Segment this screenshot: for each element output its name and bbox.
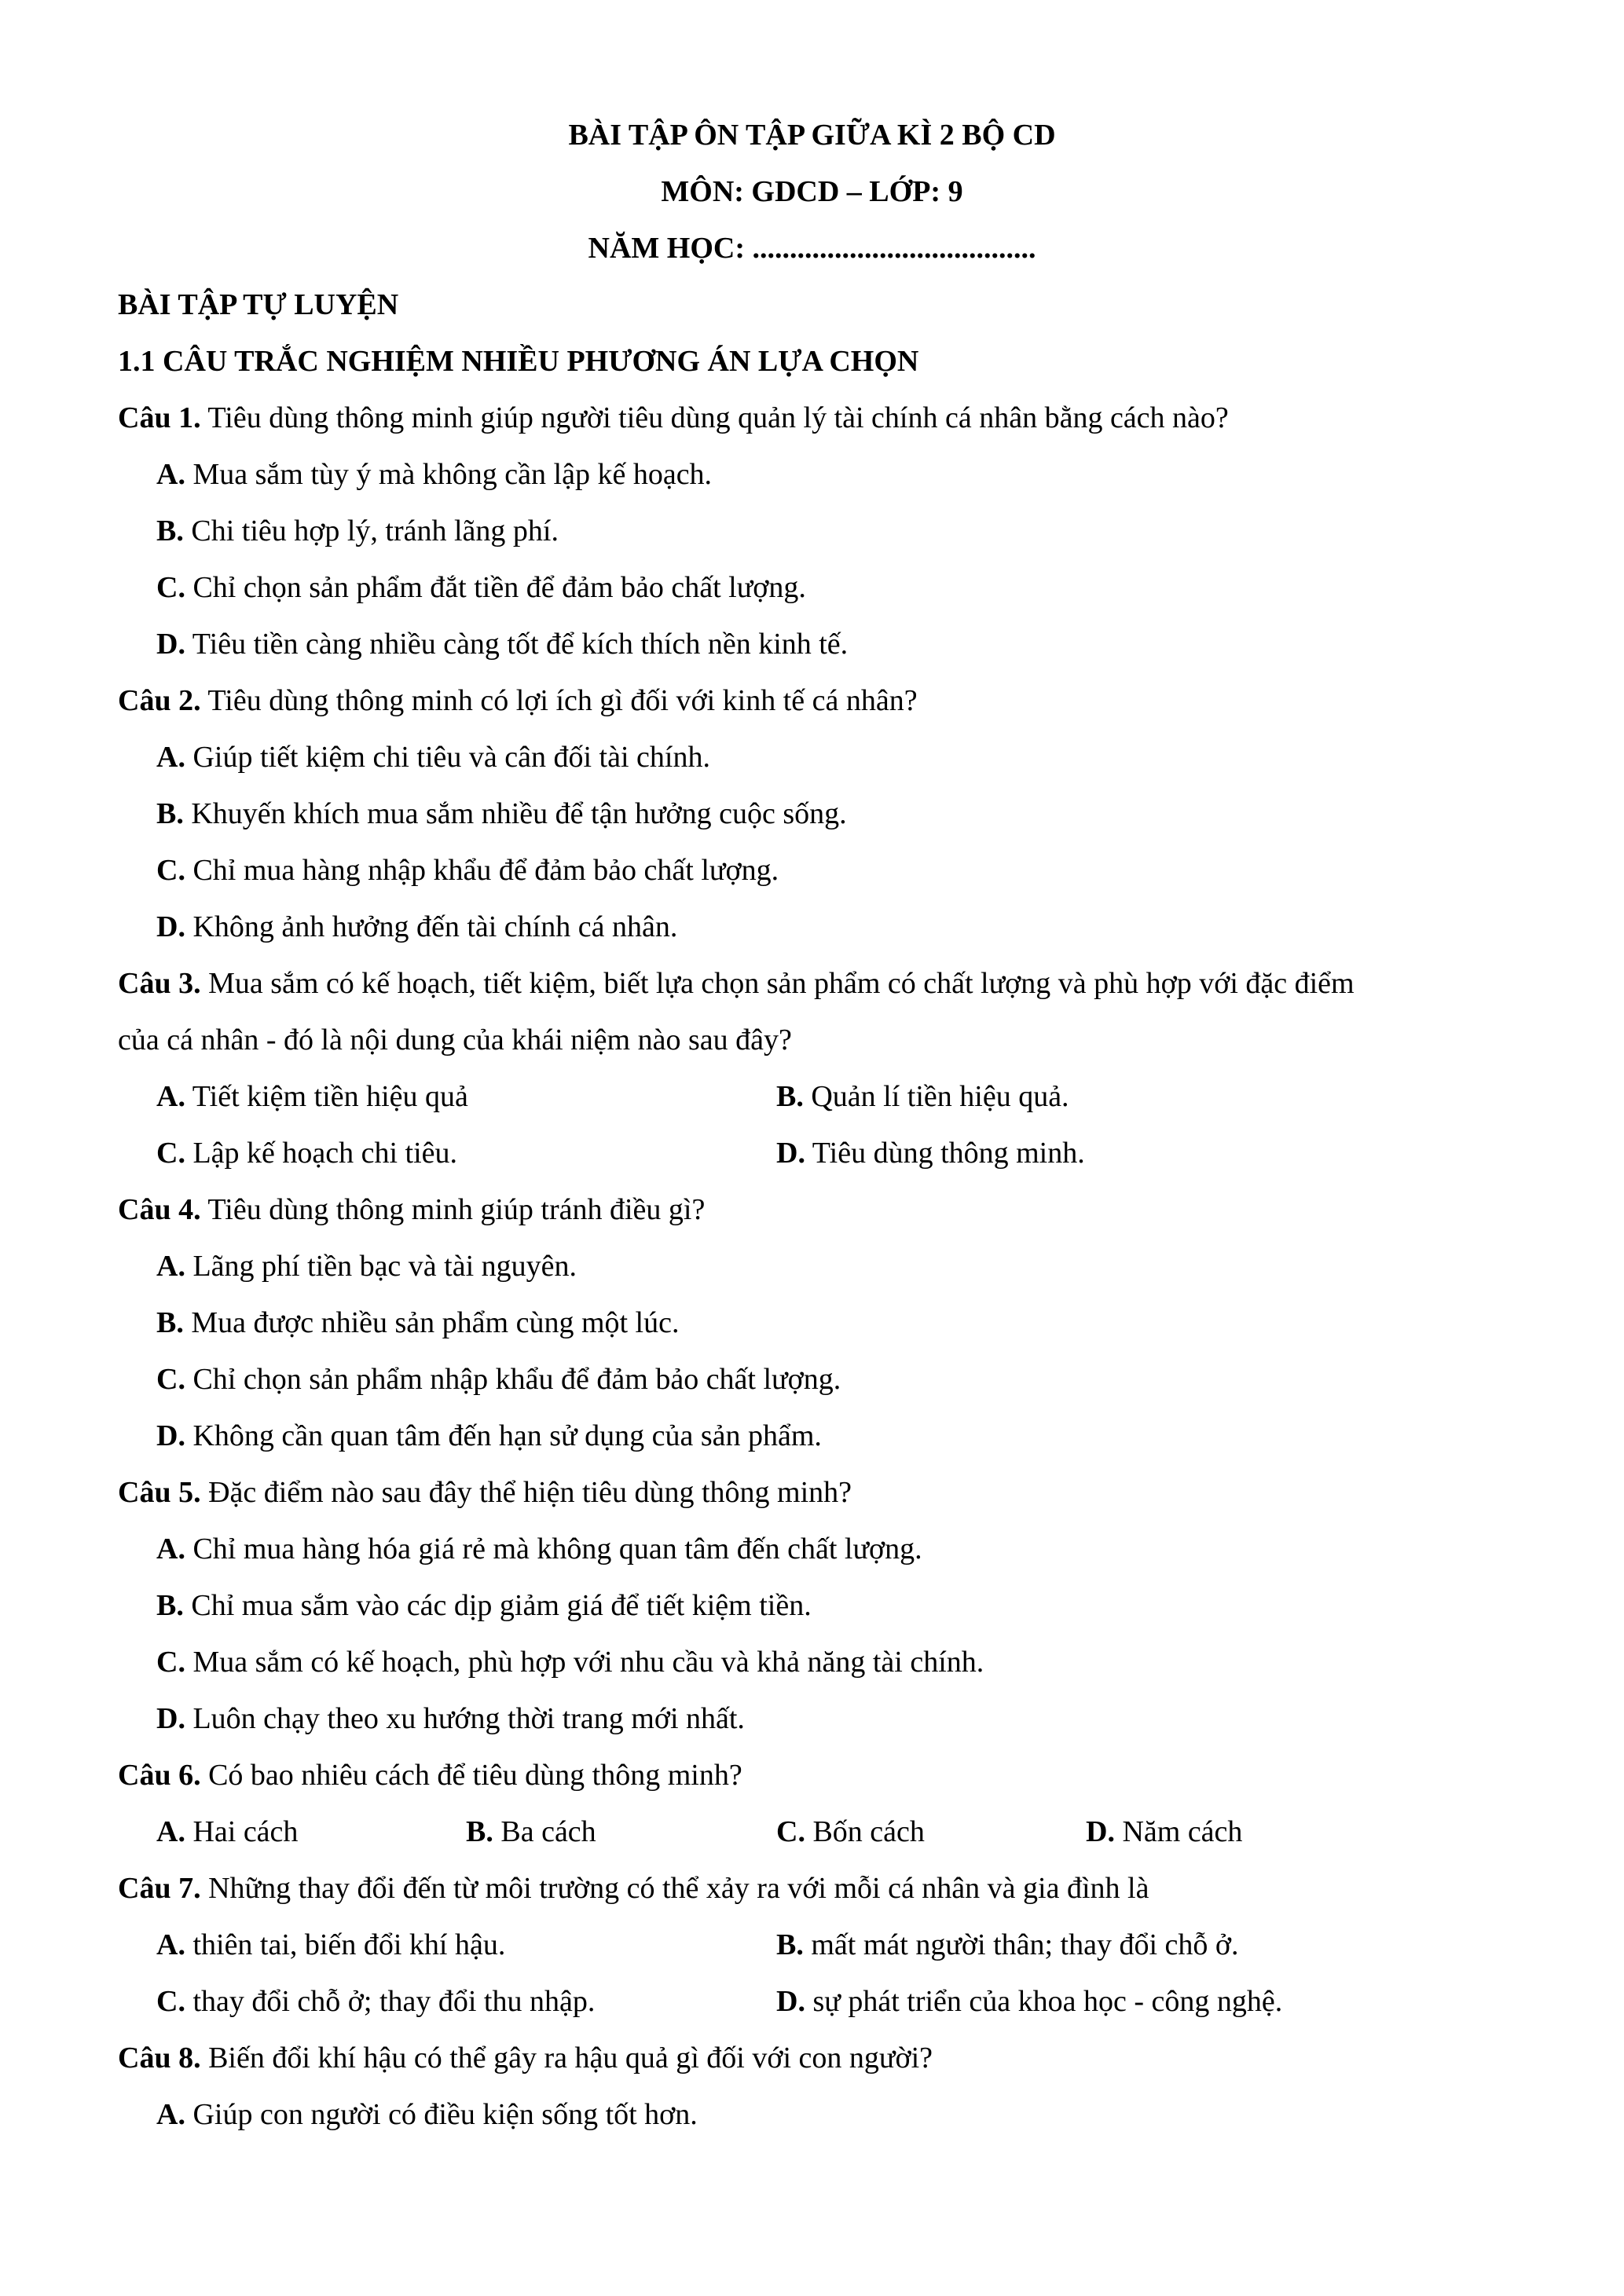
option-text: Giúp tiết kiệm chi tiêu và cân đối tài chính.: [185, 741, 710, 774]
question-2-option-c: [156, 851, 779, 890]
option-letter: A.: [156, 1928, 185, 1961]
option-text: sự phát triển của khoa học - công nghệ.: [805, 1985, 1283, 2018]
question-text: Có bao nhiêu cách để tiêu dùng thông minh?: [200, 1759, 742, 1792]
option-text: Giúp con người có điều kiện sống tốt hơn.: [185, 2098, 698, 2131]
option-text: Không cần quan tâm đến hạn sử dụng của sản phẩm.: [185, 1419, 822, 1452]
option-text: Lập kế hoạch chi tiêu.: [185, 1137, 458, 1170]
option-letter: D.: [156, 1702, 185, 1735]
question-label: Câu 5.: [118, 1476, 201, 1509]
question-label: Câu 8.: [118, 2041, 201, 2074]
document-title: BÀI TẬP ÔN TẬP GIỮA KÌ 2 BỘ CD: [568, 119, 1056, 152]
question-6-option-a: [156, 1812, 298, 1851]
option-letter: D.: [1086, 1815, 1115, 1848]
option-letter: A.: [156, 2098, 185, 2131]
section-title: BÀI TẬP TỰ LUYỆN: [118, 288, 399, 321]
question-3-continued: của cá nhân - đó là nội dung của khái niệm nào sau đây?: [118, 1023, 792, 1056]
option-letter: C.: [776, 1815, 805, 1848]
subject-line: MÔN: GDCD – LỚP: 9: [661, 175, 963, 208]
option-text: Chỉ chọn sản phẩm đắt tiền để đảm bảo chất lượng.: [185, 571, 806, 604]
question-text: Đặc điểm nào sau đây thể hiện tiêu dùng thông minh?: [200, 1476, 852, 1509]
option-text: thay đổi chỗ ở; thay đổi thu nhập.: [185, 1985, 596, 2018]
option-text: Năm cách: [1114, 1815, 1243, 1848]
option-text: Mua sắm tùy ý mà không cần lập kế hoạch.: [185, 458, 713, 491]
question-6-option-b: [466, 1812, 596, 1851]
option-text: Không ảnh hưởng đến tài chính cá nhân.: [185, 910, 678, 943]
question-3-option-b: [776, 1077, 1069, 1116]
question-3-option-d: [776, 1133, 1085, 1173]
question-label: Câu 7.: [118, 1872, 201, 1905]
option-letter: B.: [466, 1815, 493, 1848]
section-subtitle: 1.1 CÂU TRẮC NGHIỆM NHIỀU PHƯƠNG ÁN LỰA CHỌN: [118, 345, 919, 378]
question-5-option-d: [156, 1699, 745, 1738]
option-text: Bốn cách: [805, 1815, 925, 1848]
question-text: Tiêu dùng thông minh có lợi ích gì đối với kinh tế cá nhân?: [200, 684, 918, 717]
option-text: Mua sắm có kế hoạch, phù hợp với nhu cầu và khả năng tài chính.: [185, 1646, 984, 1679]
question-text: Tiêu dùng thông minh giúp tránh điều gì?: [200, 1193, 706, 1226]
question-label: Câu 2.: [118, 684, 201, 717]
question-1-option-b: [156, 511, 559, 551]
question-6-option-d: [1086, 1812, 1242, 1851]
option-text: Chỉ chọn sản phẩm nhập khẩu để đảm bảo chất lượng.: [185, 1363, 841, 1396]
option-text: Ba cách: [493, 1815, 596, 1848]
question-label: Câu 6.: [118, 1759, 201, 1792]
question-4-option-c: [156, 1360, 841, 1399]
option-text: Tiêu tiền càng nhiều càng tốt để kích thích nền kinh tế.: [185, 628, 849, 661]
question-7-option-d: [776, 1982, 1282, 2021]
question-label: Câu 3.: [118, 967, 201, 1000]
option-letter: A.: [156, 1080, 185, 1113]
question-label: Câu 1.: [118, 401, 201, 434]
option-letter: C.: [156, 1985, 185, 2018]
option-text: thiên tai, biến đổi khí hậu.: [185, 1928, 506, 1961]
option-text: Chỉ mua sắm vào các dịp giảm giá để tiết kiệm tiền.: [183, 1589, 812, 1622]
question-2-option-d: [156, 907, 677, 947]
question-label: Câu 4.: [118, 1193, 201, 1226]
option-letter: A.: [156, 458, 185, 491]
option-letter: C.: [156, 571, 185, 604]
question-text: Biến đổi khí hậu có thể gây ra hậu quả gì đối với con người?: [200, 2041, 933, 2074]
question-7-option-c: [156, 1982, 595, 2021]
option-letter: B.: [156, 1306, 184, 1339]
option-text: mất mát người thân; thay đổi chỗ ở.: [803, 1928, 1239, 1961]
option-letter: C.: [156, 854, 185, 887]
option-letter: D.: [776, 1985, 805, 2018]
question-1: [118, 398, 1229, 438]
question-3: [118, 964, 1355, 1003]
option-text: Lãng phí tiền bạc và tài nguyên.: [185, 1250, 577, 1283]
option-letter: A.: [156, 1815, 185, 1848]
question-4-option-b: [156, 1303, 679, 1342]
question-3-option-a: [156, 1077, 468, 1116]
option-text: Tiết kiệm tiền hiệu quả: [185, 1080, 468, 1113]
question-4-option-d: [156, 1416, 822, 1456]
question-7-option-a: [156, 1925, 505, 1965]
option-letter: D.: [156, 910, 185, 943]
question-text: Mua sắm có kế hoạch, tiết kiệm, biết lựa chọn sản phẩm có chất lượng và phù hợp với đặc điểm: [200, 967, 1355, 1000]
question-1-option-c: [156, 568, 806, 607]
question-text: Những thay đổi đến từ môi trường có thể xảy ra với mỗi cá nhân và gia đình là: [200, 1872, 1149, 1905]
option-letter: B.: [156, 514, 184, 547]
option-letter: B.: [776, 1928, 804, 1961]
option-letter: D.: [156, 628, 185, 661]
option-text: Luôn chạy theo xu hướng thời trang mới nhất.: [185, 1702, 745, 1735]
question-3-option-c: [156, 1133, 457, 1173]
question-6-option-c: [776, 1812, 925, 1851]
question-7-option-b: [776, 1925, 1239, 1965]
question-2: [118, 681, 918, 720]
option-text: Tiêu dùng thông minh.: [805, 1137, 1085, 1170]
option-text: Mua được nhiều sản phẩm cùng một lúc.: [183, 1306, 680, 1339]
option-letter: D.: [156, 1419, 185, 1452]
option-letter: C.: [156, 1363, 185, 1396]
question-4: [118, 1190, 705, 1229]
option-letter: D.: [776, 1137, 805, 1170]
question-4-option-a: [156, 1247, 577, 1286]
option-letter: B.: [156, 797, 184, 830]
option-text: Khuyến khích mua sắm nhiều để tận hưởng cuộc sống.: [183, 797, 847, 830]
question-1-option-d: [156, 624, 848, 664]
option-letter: A.: [156, 741, 185, 774]
school-year-line: NĂM HỌC: ......................................: [588, 232, 1036, 265]
question-2-option-b: [156, 794, 847, 833]
question-8-option-a: [156, 2095, 698, 2134]
option-text: Quản lí tiền hiệu quả.: [803, 1080, 1069, 1113]
question-7: [118, 1869, 1149, 1908]
option-text: Chỉ mua hàng nhập khẩu để đảm bảo chất lượng.: [185, 854, 779, 887]
question-5: [118, 1473, 852, 1512]
option-letter: B.: [776, 1080, 804, 1113]
option-text: Hai cách: [185, 1815, 299, 1848]
option-letter: B.: [156, 1589, 184, 1622]
question-5-option-c: [156, 1642, 984, 1682]
option-text: Chi tiêu hợp lý, tránh lãng phí.: [183, 514, 559, 547]
question-1-option-a: [156, 455, 712, 494]
question-5-option-a: [156, 1529, 922, 1569]
option-letter: C.: [156, 1646, 185, 1679]
question-6: [118, 1756, 742, 1795]
question-text: Tiêu dùng thông minh giúp người tiêu dùng quản lý tài chính cá nhân bằng cách nào?: [200, 401, 1229, 434]
option-letter: A.: [156, 1250, 185, 1283]
option-text: Chỉ mua hàng hóa giá rẻ mà không quan tâm đến chất lượng.: [185, 1532, 922, 1565]
question-2-option-a: [156, 738, 710, 777]
option-letter: A.: [156, 1532, 185, 1565]
question-8: [118, 2038, 933, 2078]
option-letter: C.: [156, 1137, 185, 1170]
question-5-option-b: [156, 1586, 812, 1625]
